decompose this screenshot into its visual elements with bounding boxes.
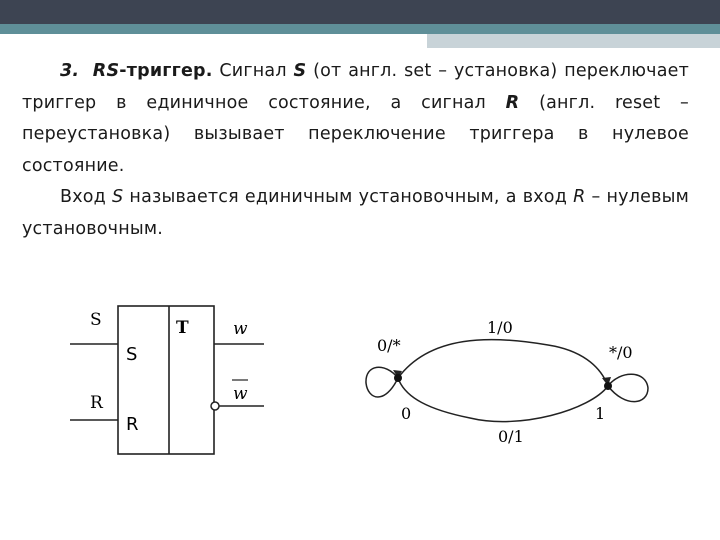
state1-label: 1 [595, 404, 606, 423]
p2-input-r: R [573, 187, 586, 207]
p2-input-s: S [112, 187, 124, 207]
input-r-label: R [90, 393, 103, 413]
input-s-label: S [90, 310, 102, 330]
state1-node [604, 382, 612, 390]
p1-signal-s: S [293, 61, 307, 81]
p2-text-1: Вход [60, 187, 113, 207]
inverted-output-bubble [211, 402, 219, 410]
rs-trigger-circuit [60, 300, 280, 470]
output-w-label: w [233, 319, 248, 339]
section-title: -триггер. [119, 61, 213, 81]
box-label-s: S [126, 344, 138, 365]
p1-text-3: (англ. reset – переустановка) вызывает переключение триггера в нулевое состояние. [22, 92, 689, 176]
paragraph-1 [22, 56, 689, 182]
header-bar [0, 0, 720, 24]
bottom-transition-label: 0/1 [498, 427, 524, 446]
state1-self-loop [608, 374, 648, 401]
state0-label: 0 [401, 404, 412, 423]
p2-text-3: – нулевым установочным. [22, 187, 689, 239]
top-transition-label: 1/0 [487, 318, 513, 337]
p1-text-2: (от англ. set – установка) переключает триггер в единичное состояние, а сигнал [22, 61, 689, 113]
rs-term: RS [92, 61, 120, 81]
paragraph-2 [22, 182, 689, 245]
p1-text-1: Сигнал [212, 61, 294, 81]
output-w-bar-label: w [233, 384, 248, 404]
state0-self-loop [366, 367, 398, 397]
state-graph [355, 305, 665, 455]
box-label-t: T [176, 318, 189, 338]
section-number: 3. [60, 61, 80, 81]
body-text [22, 56, 689, 245]
box-label-r: R [126, 414, 139, 435]
state0-loop-label: 0/* [377, 336, 401, 355]
bottom-transition-arc [398, 378, 608, 422]
top-transition-arc [398, 340, 608, 386]
state1-loop-label: */0 [609, 343, 633, 362]
header-accent-light [427, 34, 720, 48]
header-accent-bar [0, 24, 720, 34]
p1-signal-r: R [505, 92, 520, 113]
state0-node [394, 374, 402, 382]
p2-text-2: называется единичным установочным, а вход [123, 187, 574, 207]
